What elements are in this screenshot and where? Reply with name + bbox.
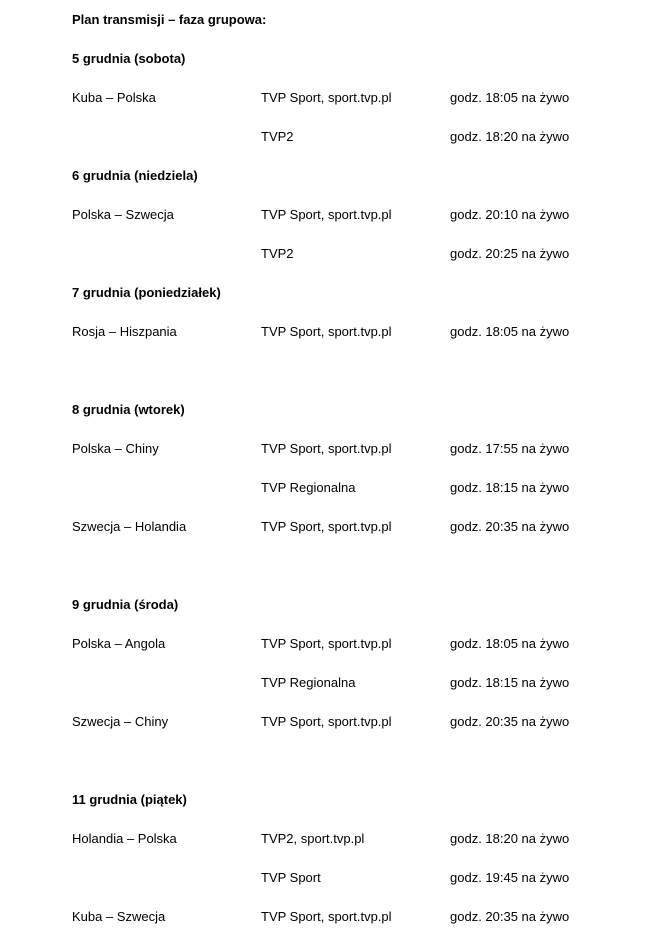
broadcast-time: godz. 20:35 na żywo bbox=[450, 909, 570, 924]
day-heading: 5 grudnia (sobota) bbox=[72, 51, 186, 66]
channel-name: TVP Sport, sport.tvp.pl bbox=[261, 519, 392, 534]
schedule-row bbox=[0, 713, 655, 731]
broadcast-time: godz. 18:15 na żywo bbox=[450, 675, 570, 690]
match-name: Polska – Angola bbox=[72, 636, 166, 651]
schedule-row bbox=[0, 128, 655, 146]
match-name: Polska – Szwecja bbox=[72, 207, 174, 222]
match-name: Kuba – Polska bbox=[72, 90, 156, 105]
schedule-row bbox=[0, 206, 655, 224]
broadcast-time: godz. 20:25 na żywo bbox=[450, 246, 570, 261]
schedule-row bbox=[0, 440, 655, 458]
channel-name: TVP Sport, sport.tvp.pl bbox=[261, 324, 392, 339]
match-name: Kuba – Szwecja bbox=[72, 909, 166, 924]
channel-name: TVP2, sport.tvp.pl bbox=[261, 831, 365, 846]
broadcast-time: godz. 17:55 na żywo bbox=[450, 441, 570, 456]
broadcast-time: godz. 20:35 na żywo bbox=[450, 714, 570, 729]
day-heading: 9 grudnia (środa) bbox=[72, 597, 179, 612]
channel-name: TVP Sport, sport.tvp.pl bbox=[261, 714, 392, 729]
channel-name: TVP2 bbox=[261, 246, 294, 261]
match-name: Rosja – Hiszpania bbox=[72, 324, 177, 339]
channel-name: TVP Regionalna bbox=[261, 480, 356, 495]
match-name: Szwecja – Holandia bbox=[72, 519, 187, 534]
broadcast-time: godz. 18:05 na żywo bbox=[450, 90, 570, 105]
broadcast-time: godz. 18:05 na żywo bbox=[450, 636, 570, 651]
channel-name: TVP Regionalna bbox=[261, 675, 356, 690]
channel-name: TVP Sport, sport.tvp.pl bbox=[261, 909, 392, 924]
schedule-row bbox=[0, 869, 655, 887]
match-name: Szwecja – Chiny bbox=[72, 714, 169, 729]
schedule-row bbox=[0, 518, 655, 536]
channel-name: TVP2 bbox=[261, 129, 294, 144]
broadcast-time: godz. 20:35 na żywo bbox=[450, 519, 570, 534]
schedule-row bbox=[0, 245, 655, 263]
day-heading: 6 grudnia (niedziela) bbox=[72, 168, 198, 183]
broadcast-time: godz. 20:10 na żywo bbox=[450, 207, 570, 222]
broadcast-time: godz. 18:20 na żywo bbox=[450, 831, 570, 846]
schedule-row bbox=[0, 674, 655, 692]
broadcast-time: godz. 19:45 na żywo bbox=[450, 870, 570, 885]
match-name: Holandia – Polska bbox=[72, 831, 177, 846]
day-heading: 7 grudnia (poniedziałek) bbox=[72, 285, 221, 300]
day-heading: 8 grudnia (wtorek) bbox=[72, 402, 185, 417]
channel-name: TVP Sport, sport.tvp.pl bbox=[261, 636, 392, 651]
channel-name: TVP Sport, sport.tvp.pl bbox=[261, 207, 392, 222]
page-title: Plan transmisji – faza grupowa: bbox=[72, 12, 267, 27]
broadcast-time: godz. 18:05 na żywo bbox=[450, 324, 570, 339]
schedule-row bbox=[0, 635, 655, 653]
channel-name: TVP Sport, sport.tvp.pl bbox=[261, 441, 392, 456]
schedule-row bbox=[0, 89, 655, 107]
schedule-row bbox=[0, 908, 655, 926]
broadcast-time: godz. 18:20 na żywo bbox=[450, 129, 570, 144]
schedule-row bbox=[0, 830, 655, 848]
broadcast-time: godz. 18:15 na żywo bbox=[450, 480, 570, 495]
day-heading: 11 grudnia (piątek) bbox=[72, 792, 187, 807]
match-name: Polska – Chiny bbox=[72, 441, 159, 456]
schedule-row bbox=[0, 323, 655, 341]
channel-name: TVP Sport, sport.tvp.pl bbox=[261, 90, 392, 105]
channel-name: TVP Sport bbox=[261, 870, 321, 885]
schedule-row bbox=[0, 479, 655, 497]
